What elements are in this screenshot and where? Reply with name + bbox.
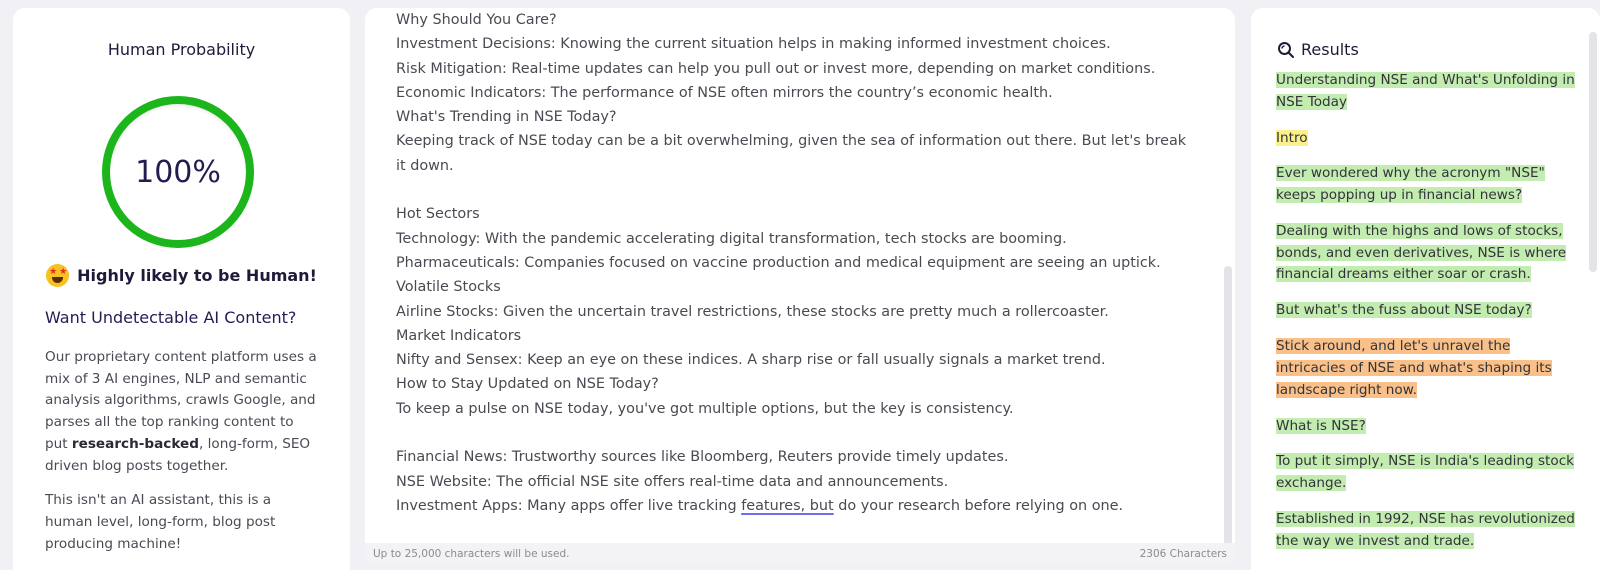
star-struck-emoji-icon: ★ ★	[46, 264, 69, 287]
gauge-value: 100%	[135, 154, 221, 190]
result-highlight-yellow: Intro	[1276, 129, 1308, 146]
editor-line[interactable]: Technology: With the pandemic accelerating digital transformation, tech stocks are booming.	[396, 230, 1067, 247]
editor-scrollbar[interactable]	[1224, 266, 1232, 546]
probability-gauge	[102, 96, 254, 248]
editor-line[interactable]: Volatile Stocks	[396, 279, 501, 296]
promo-text: , long-form, SEO driven blog posts together.	[45, 435, 311, 474]
result-sentence	[1276, 128, 1576, 150]
editor-line[interactable]: NSE Website: The official NSE site offers real-time data and announcements.	[396, 473, 949, 490]
results-scrollbar[interactable]	[1589, 32, 1597, 272]
editor-line[interactable]: Economic Indicators: The performance of NSE often mirrors the country’s economic health.	[396, 84, 1053, 101]
character-count: 2306 Characters	[1139, 548, 1227, 560]
result-highlight-green: Dealing with the highs and lows of stocks, bonds, and even derivatives, NSE is where financial dreams either soar or crash.	[1276, 223, 1567, 283]
result-sentence	[1276, 300, 1576, 322]
spellcheck-underline[interactable]: features, but	[741, 497, 834, 514]
editor-line[interactable]: Pharmaceuticals: Companies focused on vaccine production and medical equipment are seeing an uptick.	[396, 254, 1161, 271]
editor-blank-line[interactable]	[396, 421, 1196, 445]
promo-text: Our proprietary content platform uses a mix of 3 AI engines, NLP and semantic analysis algorithms, crawls Google, and parses all the top ranking content to put	[45, 349, 317, 452]
result-highlight-green: Understanding NSE and What's Unfolding in NSE Today	[1276, 72, 1575, 110]
verdict-text: Highly likely to be Human!	[77, 266, 317, 285]
editor-line[interactable]	[396, 494, 1196, 518]
results-title: Results	[1301, 40, 1359, 59]
editor-line[interactable]: Risk Mitigation: Real-time updates can help you pull out or invest more, depending on market conditions.	[396, 60, 1156, 77]
promo-title: Want Undetectable AI Content?	[45, 308, 297, 327]
editor-line[interactable]: Why Should You Care?	[396, 12, 557, 28]
result-highlight-green: To put it simply, NSE is India's leading stock exchange.	[1276, 453, 1575, 492]
result-sentence	[1276, 221, 1576, 286]
results-panel	[1251, 8, 1600, 570]
editor-text: do your research before relying on one.	[833, 497, 1124, 514]
result-sentence	[1276, 451, 1576, 494]
panel-title: Human Probability	[107, 40, 256, 59]
result-highlight-orange: Stick around, and let's unravel the intricacies of NSE and what's shaping its landscape right now.	[1276, 338, 1552, 398]
result-sentence	[1276, 163, 1576, 206]
editor-line[interactable]: Airline Stocks: Given the uncertain travel restrictions, these stocks are pretty much a rollercoaster.	[396, 303, 1109, 320]
text-editor-panel[interactable]	[365, 8, 1235, 563]
editor-line[interactable]: To keep a pulse on NSE today, you've got multiple options, but the key is consistency.	[396, 400, 1014, 417]
result-sentence	[1276, 509, 1576, 552]
promo-paragraph: This isn't an AI assistant, this is a human level, long-form, blog post producing machine!	[45, 492, 276, 552]
verdict	[13, 264, 350, 287]
editor-blank-line[interactable]	[396, 178, 1196, 202]
editor-line[interactable]: What's Trending in NSE Today?	[396, 109, 617, 126]
editor-line[interactable]: Investment Decisions: Knowing the current situation helps in making informed investment choices.	[396, 36, 1111, 53]
result-highlight-green: Established in 1992, NSE has revolutionized the way we invest and trade.	[1276, 511, 1575, 549]
results-list	[1276, 70, 1576, 567]
editor-line[interactable]: How to Stay Updated on NSE Today?	[396, 376, 659, 393]
result-highlight-green: What is NSE?	[1276, 417, 1366, 434]
promo-paragraph	[45, 347, 317, 477]
result-highlight-green: But what's the fuss about NSE today?	[1276, 302, 1532, 319]
gauge-ring	[102, 96, 254, 248]
editor-line[interactable]: Financial News: Trustworthy sources like Bloomberg, Reuters provide timely updates.	[396, 449, 1009, 466]
editor-line[interactable]: Nifty and Sensex: Keep an eye on these indices. A sharp rise or fall usually signals a market trend.	[396, 352, 1106, 369]
results-header	[1277, 40, 1359, 59]
editor-line[interactable]: Market Indicators	[396, 327, 522, 344]
character-limit-note: Up to 25,000 characters will be used.	[373, 548, 570, 560]
promo-bold-text: research-backed	[71, 435, 199, 452]
editor-text-area[interactable]	[396, 8, 1196, 518]
editor-line[interactable]: Hot Sectors	[396, 206, 480, 223]
result-sentence	[1276, 70, 1576, 113]
search-results-icon	[1277, 41, 1295, 59]
human-probability-panel	[13, 8, 350, 570]
result-sentence	[1276, 336, 1576, 401]
editor-footer	[365, 543, 1235, 563]
promo-body	[45, 347, 317, 568]
editor-text: Investment Apps: Many apps offer live tracking	[396, 497, 742, 514]
result-sentence	[1276, 416, 1576, 438]
result-highlight-green: Ever wondered why the acronym "NSE" keeps popping up in financial news?	[1276, 165, 1545, 204]
editor-line[interactable]: Keeping track of NSE today can be a bit overwhelming, given the sea of information out there. But let's break it down.	[396, 133, 1187, 174]
